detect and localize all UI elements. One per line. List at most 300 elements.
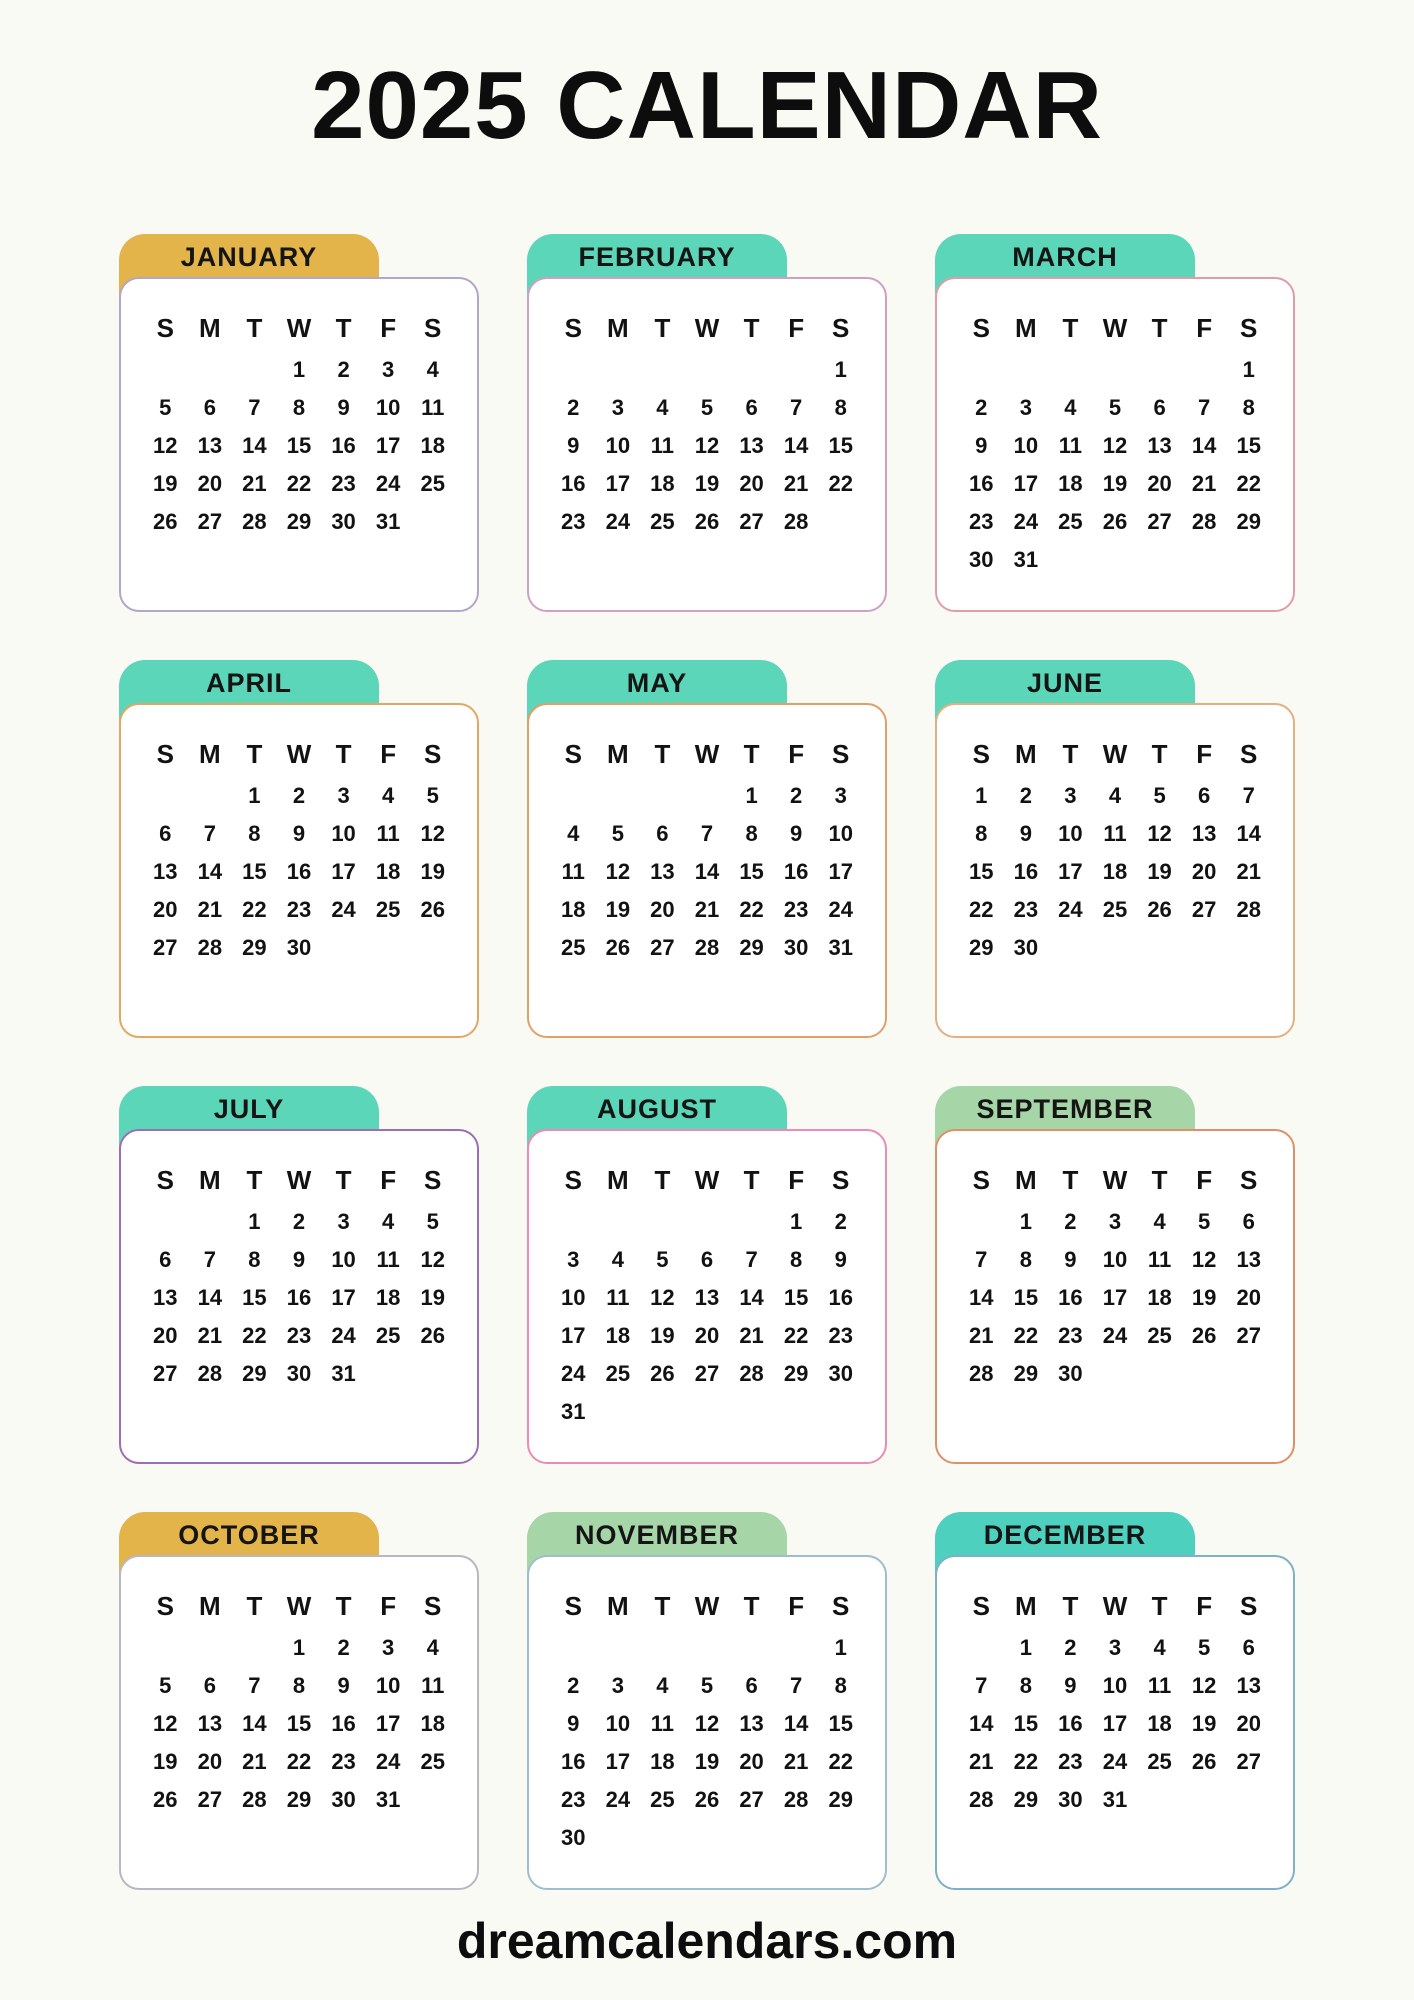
date-cell: 14 — [197, 1285, 223, 1310]
month-block — [935, 1512, 1295, 1890]
date-cell: 20 — [739, 471, 764, 496]
date-cell: 3 — [567, 1247, 580, 1272]
date-cell: 5 — [700, 395, 714, 420]
date-cell: 7 — [203, 1247, 216, 1272]
week-row — [551, 815, 863, 853]
weekday-label: S — [564, 1590, 582, 1621]
week-row — [959, 1317, 1271, 1355]
weekday-label: T — [743, 738, 760, 769]
date-cell: 26 — [650, 1361, 675, 1386]
date-cell: 16 — [286, 1285, 312, 1310]
weekday-label: F — [380, 1590, 397, 1621]
date-cell: 27 — [739, 509, 764, 534]
week-row — [551, 929, 863, 967]
date-grid — [551, 351, 863, 541]
month-name: JANUARY — [180, 242, 318, 272]
date-cell: 20 — [197, 471, 223, 496]
week-row — [143, 891, 455, 929]
weekday-label: T — [1151, 1590, 1168, 1621]
month-block — [935, 660, 1295, 1038]
week-row — [551, 1393, 863, 1431]
date-cell: 28 — [1236, 897, 1261, 922]
date-grid — [143, 777, 455, 967]
date-cell: 24 — [331, 897, 356, 922]
weekday-label: M — [199, 738, 221, 769]
date-cell: 1 — [834, 1635, 847, 1660]
week-row — [959, 1667, 1271, 1705]
date-cell: 22 — [969, 897, 994, 922]
date-cell: 7 — [203, 821, 216, 846]
date-cell: 28 — [969, 1361, 994, 1386]
date-cell: 2 — [1019, 783, 1032, 808]
week-row — [143, 1241, 455, 1279]
date-grid — [143, 351, 455, 541]
weekday-label: T — [246, 738, 263, 769]
date-cell: 16 — [1013, 859, 1039, 884]
date-cell: 20 — [694, 1323, 720, 1348]
date-cell: 27 — [1236, 1323, 1261, 1348]
date-cell: 24 — [375, 471, 401, 496]
date-cell: 16 — [969, 471, 994, 496]
date-cell: 5 — [1198, 1209, 1211, 1234]
date-cell: 18 — [420, 433, 445, 458]
date-cell: 23 — [1058, 1749, 1083, 1774]
weekday-label: W — [694, 312, 720, 343]
date-cell: 15 — [242, 859, 267, 884]
date-cell: 18 — [605, 1323, 631, 1348]
month-card — [527, 277, 887, 612]
date-cell: 21 — [783, 1749, 809, 1774]
date-cell: 12 — [420, 821, 445, 846]
week-row — [551, 351, 863, 389]
date-cell: 14 — [739, 1285, 764, 1310]
weekday-label: W — [694, 1164, 720, 1195]
date-cell: 12 — [420, 1247, 445, 1272]
weekday-label: F — [788, 1164, 805, 1195]
date-cell: 22 — [1013, 1749, 1039, 1774]
week-row — [959, 1705, 1271, 1743]
date-cell: 5 — [1198, 1635, 1211, 1660]
date-cell: 9 — [834, 1247, 847, 1272]
week-row — [959, 389, 1271, 427]
date-cell: 25 — [605, 1361, 631, 1386]
month-name: MARCH — [1012, 242, 1118, 272]
date-cell: 21 — [694, 897, 720, 922]
date-cell: 8 — [248, 821, 261, 846]
month-block — [119, 1086, 479, 1464]
date-cell: 8 — [834, 395, 847, 420]
date-cell: 2 — [1064, 1635, 1077, 1660]
date-cell: 14 — [1236, 821, 1261, 846]
date-cell: 14 — [694, 859, 720, 884]
date-cell: 28 — [1191, 509, 1217, 534]
week-row — [143, 503, 455, 541]
date-cell: 14 — [783, 1711, 809, 1736]
date-cell: 8 — [790, 1247, 803, 1272]
date-cell: 13 — [197, 433, 223, 458]
week-row — [959, 891, 1271, 929]
month-name: APRIL — [206, 668, 292, 698]
date-cell: 25 — [420, 471, 445, 496]
weekday-label: M — [607, 738, 629, 769]
date-cell: 24 — [561, 1361, 586, 1386]
date-grid — [143, 1203, 455, 1393]
week-row — [959, 929, 1271, 967]
date-cell: 1 — [248, 783, 261, 808]
weekday-label: M — [607, 312, 629, 343]
week-row — [551, 1355, 863, 1393]
weekday-label: S — [1240, 738, 1258, 769]
weekday-label: W — [1102, 312, 1128, 343]
date-cell: 18 — [420, 1711, 445, 1736]
month-card — [119, 1555, 479, 1890]
date-cell: 20 — [1236, 1711, 1261, 1736]
date-cell: 6 — [1153, 395, 1166, 420]
date-cell: 4 — [611, 1247, 624, 1272]
date-cell: 4 — [1153, 1209, 1166, 1234]
date-cell: 16 — [286, 859, 312, 884]
date-cell: 7 — [1242, 783, 1255, 808]
date-cell: 20 — [153, 897, 178, 922]
date-cell: 9 — [1019, 821, 1032, 846]
date-cell: 4 — [567, 821, 580, 846]
date-cell: 29 — [1013, 1787, 1039, 1812]
date-cell: 7 — [248, 395, 261, 420]
date-cell: 31 — [375, 1787, 401, 1812]
date-cell: 16 — [828, 1285, 853, 1310]
weekday-label: F — [1196, 738, 1213, 769]
date-cell: 1 — [248, 1209, 261, 1234]
weekday-label: S — [972, 1590, 990, 1621]
date-cell: 11 — [606, 1285, 630, 1310]
date-cell: 10 — [375, 395, 401, 420]
weekday-label: S — [156, 312, 174, 343]
week-row — [551, 1781, 863, 1819]
date-cell: 5 — [426, 1209, 439, 1234]
date-cell: 23 — [1058, 1323, 1083, 1348]
weekday-label: W — [286, 312, 312, 343]
date-cell: 16 — [331, 433, 356, 458]
date-cell: 30 — [286, 1361, 312, 1386]
date-cell: 16 — [1058, 1285, 1083, 1310]
date-cell: 12 — [1147, 821, 1172, 846]
date-cell: 23 — [969, 509, 994, 534]
week-row — [551, 427, 863, 465]
date-cell: 25 — [1102, 897, 1128, 922]
month-card — [935, 703, 1295, 1038]
week-row — [551, 1743, 863, 1781]
weekday-label: S — [424, 1164, 442, 1195]
date-cell: 25 — [1147, 1323, 1172, 1348]
date-cell: 21 — [783, 471, 809, 496]
date-cell: 10 — [561, 1285, 586, 1310]
date-cell: 8 — [1019, 1247, 1032, 1272]
week-row — [551, 465, 863, 503]
date-cell: 13 — [153, 859, 178, 884]
date-cell: 19 — [650, 1323, 675, 1348]
date-cell: 19 — [694, 1749, 720, 1774]
weekday-header — [551, 731, 863, 777]
weekday-label: F — [380, 312, 397, 343]
date-cell: 25 — [650, 1787, 675, 1812]
date-cell: 1 — [292, 1635, 306, 1660]
date-cell: 15 — [242, 1285, 267, 1310]
week-row — [143, 1705, 455, 1743]
date-cell: 6 — [745, 395, 758, 420]
date-cell: 27 — [694, 1361, 720, 1386]
date-grid — [551, 777, 863, 967]
weekday-label: T — [1062, 1590, 1079, 1621]
date-cell: 24 — [1102, 1323, 1128, 1348]
date-cell: 3 — [382, 357, 395, 382]
weekday-label: T — [1151, 312, 1168, 343]
date-cell: 8 — [834, 1673, 847, 1698]
date-cell: 10 — [375, 1673, 401, 1698]
date-cell: 30 — [1058, 1361, 1083, 1386]
date-cell: 30 — [828, 1361, 853, 1386]
weekday-label: S — [972, 738, 990, 769]
date-cell: 24 — [605, 509, 631, 534]
date-cell: 21 — [1236, 859, 1261, 884]
date-grid — [551, 1629, 863, 1857]
date-cell: 28 — [783, 1787, 809, 1812]
date-cell: 19 — [605, 897, 631, 922]
date-cell: 21 — [739, 1323, 764, 1348]
date-cell: 15 — [1013, 1711, 1039, 1736]
week-row — [551, 1317, 863, 1355]
date-cell: 17 — [331, 859, 356, 884]
weekday-label: W — [1102, 1164, 1128, 1195]
date-cell: 26 — [1191, 1749, 1217, 1774]
date-cell: 24 — [375, 1749, 401, 1774]
date-cell: 10 — [1058, 821, 1083, 846]
date-cell: 22 — [828, 471, 853, 496]
date-cell: 26 — [420, 897, 445, 922]
date-cell: 12 — [153, 433, 178, 458]
months-grid — [119, 234, 1295, 1890]
date-cell: 1 — [1019, 1635, 1032, 1660]
date-cell: 11 — [561, 859, 585, 884]
date-cell: 15 — [783, 1285, 809, 1310]
week-row — [959, 1629, 1271, 1667]
date-cell: 8 — [745, 821, 758, 846]
date-cell: 19 — [1147, 859, 1172, 884]
weekday-label: W — [286, 1164, 312, 1195]
date-cell: 26 — [694, 1787, 720, 1812]
date-cell: 11 — [421, 395, 445, 420]
date-cell: 3 — [337, 783, 350, 808]
date-cell: 5 — [1153, 783, 1166, 808]
date-cell: 20 — [739, 1749, 764, 1774]
date-cell: 30 — [783, 935, 809, 960]
date-cell: 14 — [242, 1711, 267, 1736]
date-cell: 17 — [605, 1749, 631, 1774]
weekday-label: S — [1240, 1164, 1258, 1195]
week-row — [959, 853, 1271, 891]
date-cell: 6 — [159, 1247, 172, 1272]
weekday-header — [959, 305, 1271, 351]
date-cell: 6 — [656, 821, 669, 846]
date-cell: 21 — [242, 471, 267, 496]
date-cell: 7 — [790, 1673, 803, 1698]
date-cell: 6 — [159, 821, 172, 846]
weekday-label: M — [199, 1590, 221, 1621]
date-cell: 25 — [650, 509, 675, 534]
date-cell: 29 — [1013, 1361, 1039, 1386]
page-title: 2025 CALENDAR — [311, 52, 1103, 159]
week-row — [959, 351, 1271, 389]
week-row — [143, 1743, 455, 1781]
weekday-label: F — [788, 1590, 805, 1621]
date-cell: 10 — [331, 821, 356, 846]
weekday-label: T — [1062, 1164, 1079, 1195]
date-cell: 21 — [1191, 471, 1217, 496]
date-cell: 22 — [1013, 1323, 1039, 1348]
weekday-label: T — [654, 1590, 671, 1621]
date-cell: 10 — [1102, 1247, 1128, 1272]
week-row — [143, 853, 455, 891]
date-cell: 18 — [1147, 1285, 1172, 1310]
date-cell: 9 — [975, 433, 988, 458]
date-cell: 24 — [331, 1323, 356, 1348]
date-cell: 25 — [375, 897, 401, 922]
date-cell: 29 — [286, 1787, 312, 1812]
date-cell: 25 — [420, 1749, 445, 1774]
date-cell: 30 — [561, 1825, 586, 1850]
date-cell: 2 — [337, 357, 350, 382]
weekday-label: S — [564, 1164, 582, 1195]
date-cell: 4 — [656, 395, 669, 420]
date-cell: 4 — [426, 1635, 439, 1660]
date-cell: 26 — [420, 1323, 445, 1348]
weekday-label: T — [246, 1590, 263, 1621]
weekday-header — [551, 1157, 863, 1203]
date-cell: 22 — [739, 897, 764, 922]
date-cell: 15 — [969, 859, 994, 884]
week-row — [551, 1241, 863, 1279]
date-cell: 9 — [292, 821, 306, 846]
weekday-label: T — [335, 1590, 352, 1621]
week-row — [551, 1279, 863, 1317]
month-card — [119, 1129, 479, 1464]
weekday-label: M — [1015, 1164, 1037, 1195]
date-cell: 11 — [376, 1247, 400, 1272]
date-cell: 27 — [197, 1787, 223, 1812]
date-cell: 7 — [790, 395, 803, 420]
date-cell: 20 — [1236, 1285, 1261, 1310]
weekday-label: F — [788, 738, 805, 769]
date-cell: 29 — [739, 935, 764, 960]
weekday-label: F — [1196, 1590, 1213, 1621]
weekday-label: W — [286, 1590, 312, 1621]
weekday-label: S — [156, 1590, 174, 1621]
date-cell: 17 — [1102, 1711, 1128, 1736]
date-cell: 3 — [1108, 1209, 1122, 1234]
weekday-header — [551, 305, 863, 351]
date-cell: 26 — [1102, 509, 1128, 534]
date-cell: 19 — [153, 1749, 178, 1774]
date-cell: 21 — [197, 1323, 223, 1348]
date-cell: 1 — [834, 357, 847, 382]
date-cell: 10 — [1102, 1673, 1128, 1698]
date-cell: 29 — [783, 1361, 809, 1386]
date-cell: 9 — [1064, 1247, 1077, 1272]
weekday-label: S — [156, 738, 174, 769]
weekday-label: T — [335, 1164, 352, 1195]
date-cell: 11 — [376, 821, 400, 846]
weekday-label: S — [1240, 312, 1258, 343]
date-cell: 7 — [700, 821, 714, 846]
date-cell: 6 — [700, 1247, 714, 1272]
date-cell: 6 — [1242, 1209, 1255, 1234]
week-row — [959, 1241, 1271, 1279]
date-cell: 5 — [426, 783, 439, 808]
month-card — [527, 1555, 887, 1890]
date-cell: 30 — [331, 1787, 356, 1812]
date-cell: 31 — [561, 1399, 586, 1424]
date-cell: 13 — [197, 1711, 223, 1736]
date-cell: 4 — [382, 783, 395, 808]
month-card — [119, 277, 479, 612]
date-cell: 7 — [975, 1247, 988, 1272]
date-cell: 19 — [694, 471, 720, 496]
date-cell: 21 — [197, 897, 223, 922]
date-cell: 29 — [286, 509, 312, 534]
date-cell: 24 — [1013, 509, 1039, 534]
weekday-label: W — [694, 1590, 720, 1621]
date-cell: 27 — [153, 1361, 178, 1386]
date-cell: 10 — [605, 433, 631, 458]
date-cell: 8 — [292, 1673, 306, 1698]
date-cell: 7 — [248, 1673, 261, 1698]
date-cell: 2 — [567, 395, 580, 420]
week-row — [143, 427, 455, 465]
weekday-header — [143, 731, 455, 777]
date-cell: 4 — [1108, 783, 1122, 808]
week-row — [959, 1743, 1271, 1781]
date-cell: 3 — [611, 1673, 624, 1698]
date-cell: 19 — [153, 471, 178, 496]
date-cell: 3 — [337, 1209, 350, 1234]
week-row — [551, 1819, 863, 1857]
date-cell: 6 — [745, 1673, 758, 1698]
weekday-label: S — [832, 1590, 850, 1621]
week-row — [143, 351, 455, 389]
date-cell: 2 — [975, 395, 988, 420]
month-name: NOVEMBER — [574, 1520, 739, 1550]
date-cell: 29 — [1236, 509, 1261, 534]
weekday-label: T — [1062, 312, 1079, 343]
date-cell: 26 — [153, 509, 178, 534]
weekday-label: F — [1196, 312, 1213, 343]
month-name: JUNE — [1026, 668, 1104, 698]
date-cell: 5 — [1108, 395, 1122, 420]
date-cell: 16 — [561, 471, 586, 496]
date-grid — [143, 1629, 455, 1819]
weekday-header — [551, 1583, 863, 1629]
date-cell: 23 — [828, 1323, 853, 1348]
date-cell: 8 — [975, 821, 988, 846]
week-row — [143, 465, 455, 503]
weekday-label: M — [199, 1164, 221, 1195]
weekday-header — [143, 1583, 455, 1629]
date-grid — [959, 1203, 1271, 1393]
weekday-label: T — [1062, 738, 1079, 769]
date-cell: 25 — [1147, 1749, 1172, 1774]
date-cell: 15 — [286, 1711, 312, 1736]
date-cell: 10 — [1013, 433, 1039, 458]
date-cell: 23 — [561, 1787, 586, 1812]
